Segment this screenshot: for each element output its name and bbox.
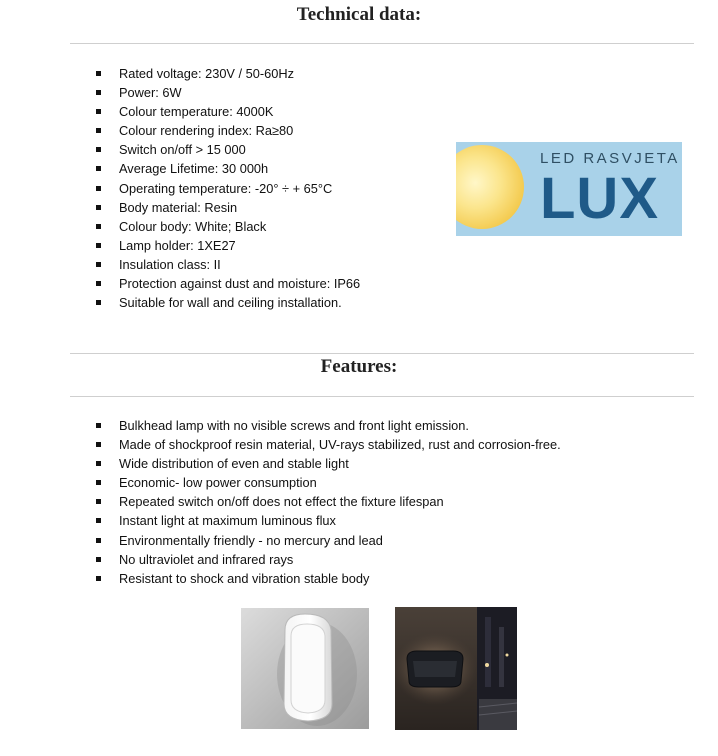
list-item: Repeated switch on/off does not effect the fixture lifespan (96, 492, 561, 511)
list-item: Lamp holder: 1XE27 (96, 236, 360, 255)
list-item: Insulation class: II (96, 255, 360, 274)
list-item: Colour rendering index: Ra≥80 (96, 121, 360, 140)
divider (70, 353, 694, 354)
list-item: Operating temperature: -20° ÷ + 65°C (96, 179, 360, 198)
list-item: No ultraviolet and infrared rays (96, 550, 561, 569)
divider (70, 43, 694, 44)
list-item: Rated voltage: 230V / 50-60Hz (96, 64, 360, 83)
technical-data-list (96, 64, 360, 312)
list-item: Resistant to shock and vibration stable body (96, 569, 561, 588)
list-item: Colour temperature: 4000K (96, 102, 360, 121)
list-item: Body material: Resin (96, 198, 360, 217)
sun-icon (456, 145, 524, 229)
list-item: Wide distribution of even and stable light (96, 454, 561, 473)
list-item: Protection against dust and moisture: IP66 (96, 274, 360, 293)
technical-data-heading: Technical data: (296, 4, 422, 25)
black-lamp-photo (395, 607, 517, 730)
logo-tagline: LED RASVJETA (540, 150, 680, 167)
list-item: Economic- low power consumption (96, 473, 561, 492)
list-item: Instant light at maximum luminous flux (96, 511, 561, 530)
white-lamp-photo (241, 608, 369, 729)
black-lamp-image (395, 607, 517, 730)
list-item: Power: 6W (96, 83, 360, 102)
white-lamp-image (241, 608, 369, 729)
logo-wordmark: LUX (540, 166, 659, 231)
divider (70, 396, 694, 397)
list-item: Colour body: White; Black (96, 217, 360, 236)
list-item: Bulkhead lamp with no visible screws and front light emission. (96, 416, 561, 435)
list-item: Average Lifetime: 30 000h (96, 159, 360, 178)
lux-logo (456, 142, 682, 236)
list-item: Switch on/off > 15 000 (96, 140, 360, 159)
list-item: Made of shockproof resin material, UV-rays stabilized, rust and corrosion-free. (96, 435, 561, 454)
list-item: Environmentally friendly - no mercury and lead (96, 531, 561, 550)
list-item: Suitable for wall and ceiling installation. (96, 293, 360, 312)
features-heading: Features: (320, 356, 398, 377)
features-list (96, 416, 561, 588)
